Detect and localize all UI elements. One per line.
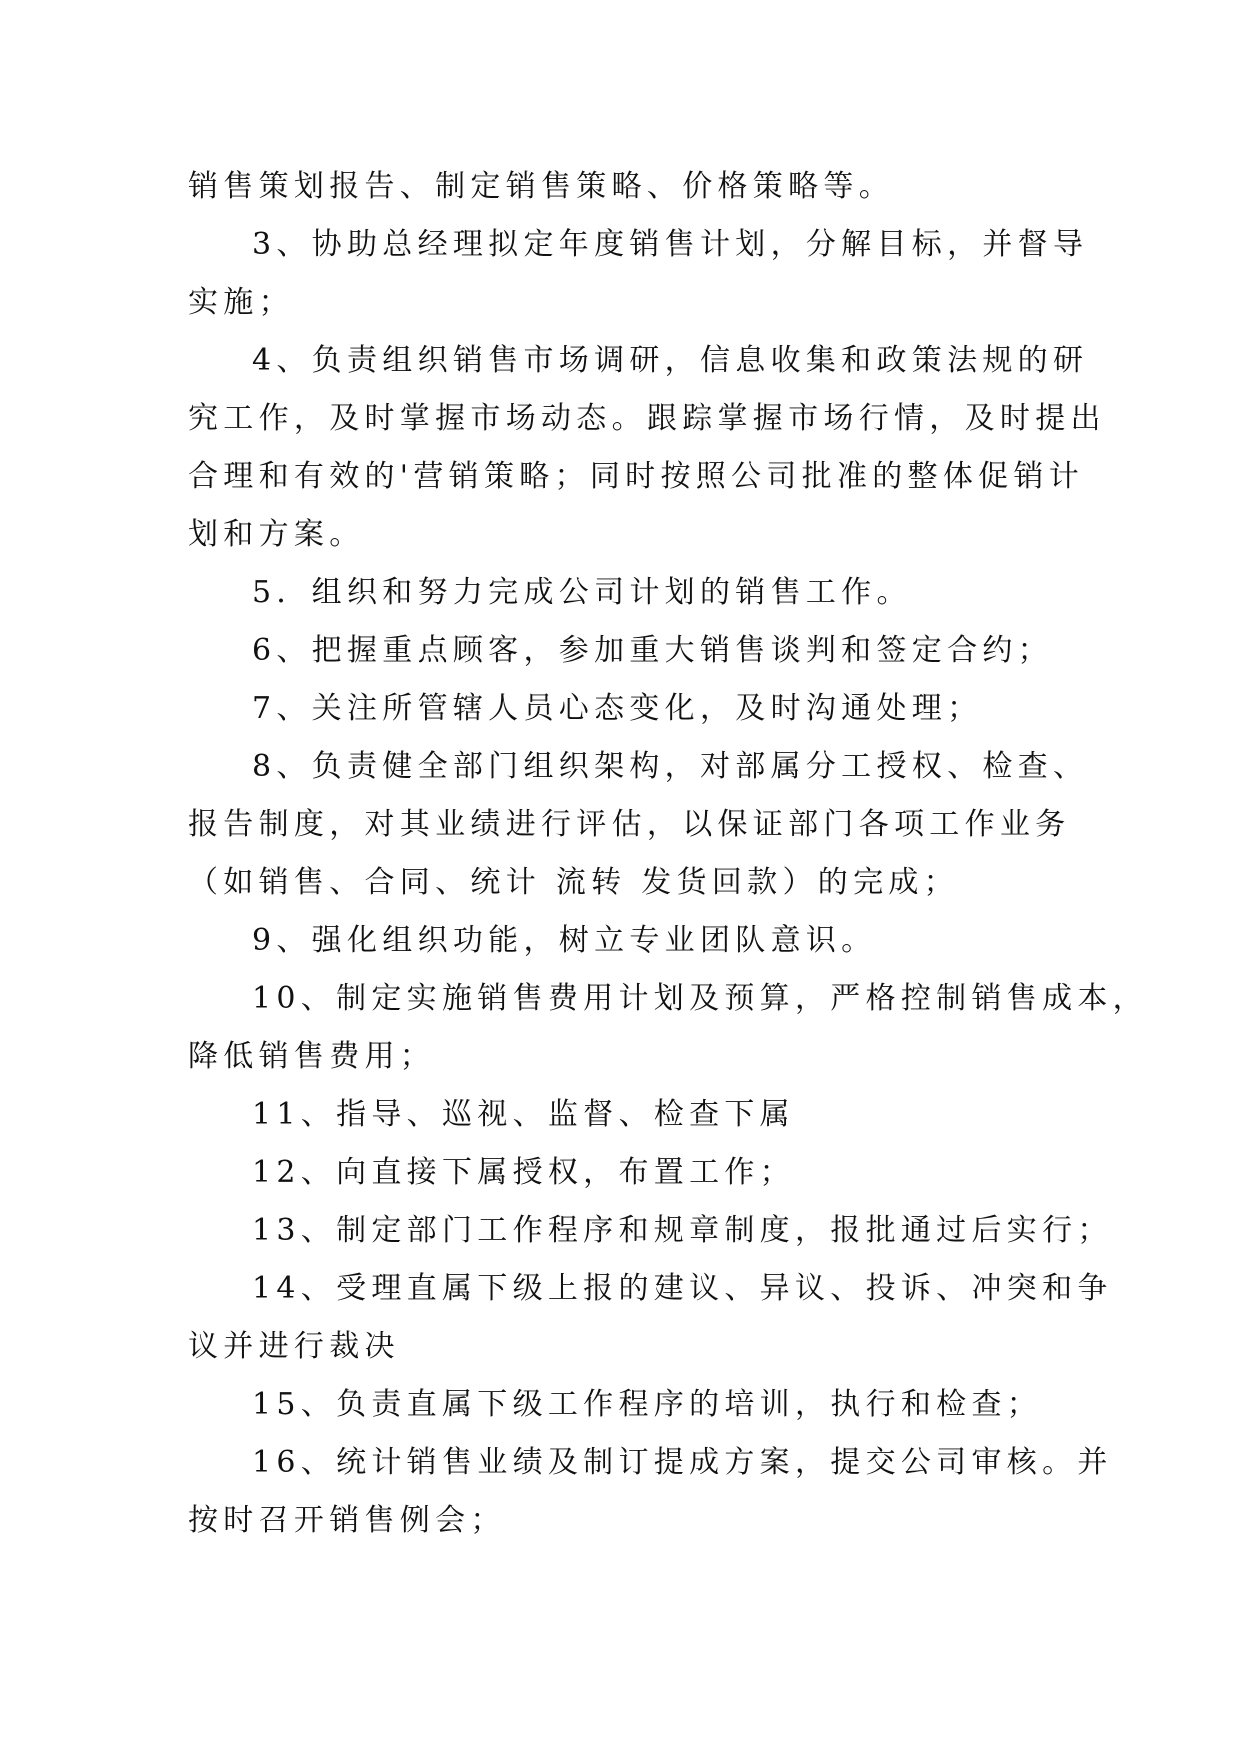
text-line: 报告制度，对其业绩进行评估，以保证部门各项工作业务: [188, 807, 1071, 842]
text-line: 7、关注所管辖人员心态变化，及时沟通处理；: [252, 691, 983, 726]
text-line: 划和方案。: [188, 517, 365, 552]
text-line: 3、协助总经理拟定年度销售计划，分解目标，并督导: [252, 227, 1089, 262]
text-line: 16、统计销售业绩及制订提成方案，提交公司审核。并: [252, 1445, 1113, 1480]
text-line: 销售策划报告、制定销售策略、价格策略等。: [188, 169, 894, 204]
document-body: [188, 158, 1148, 1550]
text-line: 14、受理直属下级上报的建议、异议、投诉、冲突和争: [252, 1271, 1113, 1306]
text-line: 按时召开销售例会；: [188, 1503, 506, 1538]
text-line: 13、制定部门工作程序和规章制度，报批通过后实行；: [252, 1213, 1113, 1248]
text-line: 实施；: [188, 285, 294, 320]
text-line: 9、强化组织功能，树立专业团队意识。: [252, 923, 877, 958]
text-line: 12、向直接下属授权，布置工作；: [252, 1155, 795, 1190]
text-line: 15、负责直属下级工作程序的培训，执行和检查；: [252, 1387, 1043, 1422]
text-line: 11、指导、巡视、监督、检查下属: [252, 1097, 795, 1132]
text-line: 5．组织和努力完成公司计划的销售工作。: [252, 575, 912, 610]
text-line: 4、负责组织销售市场调研，信息收集和政策法规的研: [252, 343, 1089, 378]
text-line: 合理和有效的'营销策略；同时按照公司批准的整体促销计: [188, 459, 1085, 494]
text-line: 6、把握重点顾客，参加重大销售谈判和签定合约；: [252, 633, 1053, 668]
text-line: 10、制定实施销售费用计划及预算，严格控制销售成本，: [252, 981, 1148, 1016]
text-line: 降低销售费用；: [188, 1039, 436, 1074]
text-line: （如销售、合同、统计 流转 发货回款）的完成；: [188, 865, 959, 900]
text-line: 议并进行裁决: [188, 1329, 400, 1364]
text-line: 究工作，及时掌握市场动态。跟踪掌握市场行情，及时提出: [188, 401, 1106, 436]
text-line: 8、负责健全部门组织架构，对部属分工授权、检查、: [252, 749, 1089, 784]
